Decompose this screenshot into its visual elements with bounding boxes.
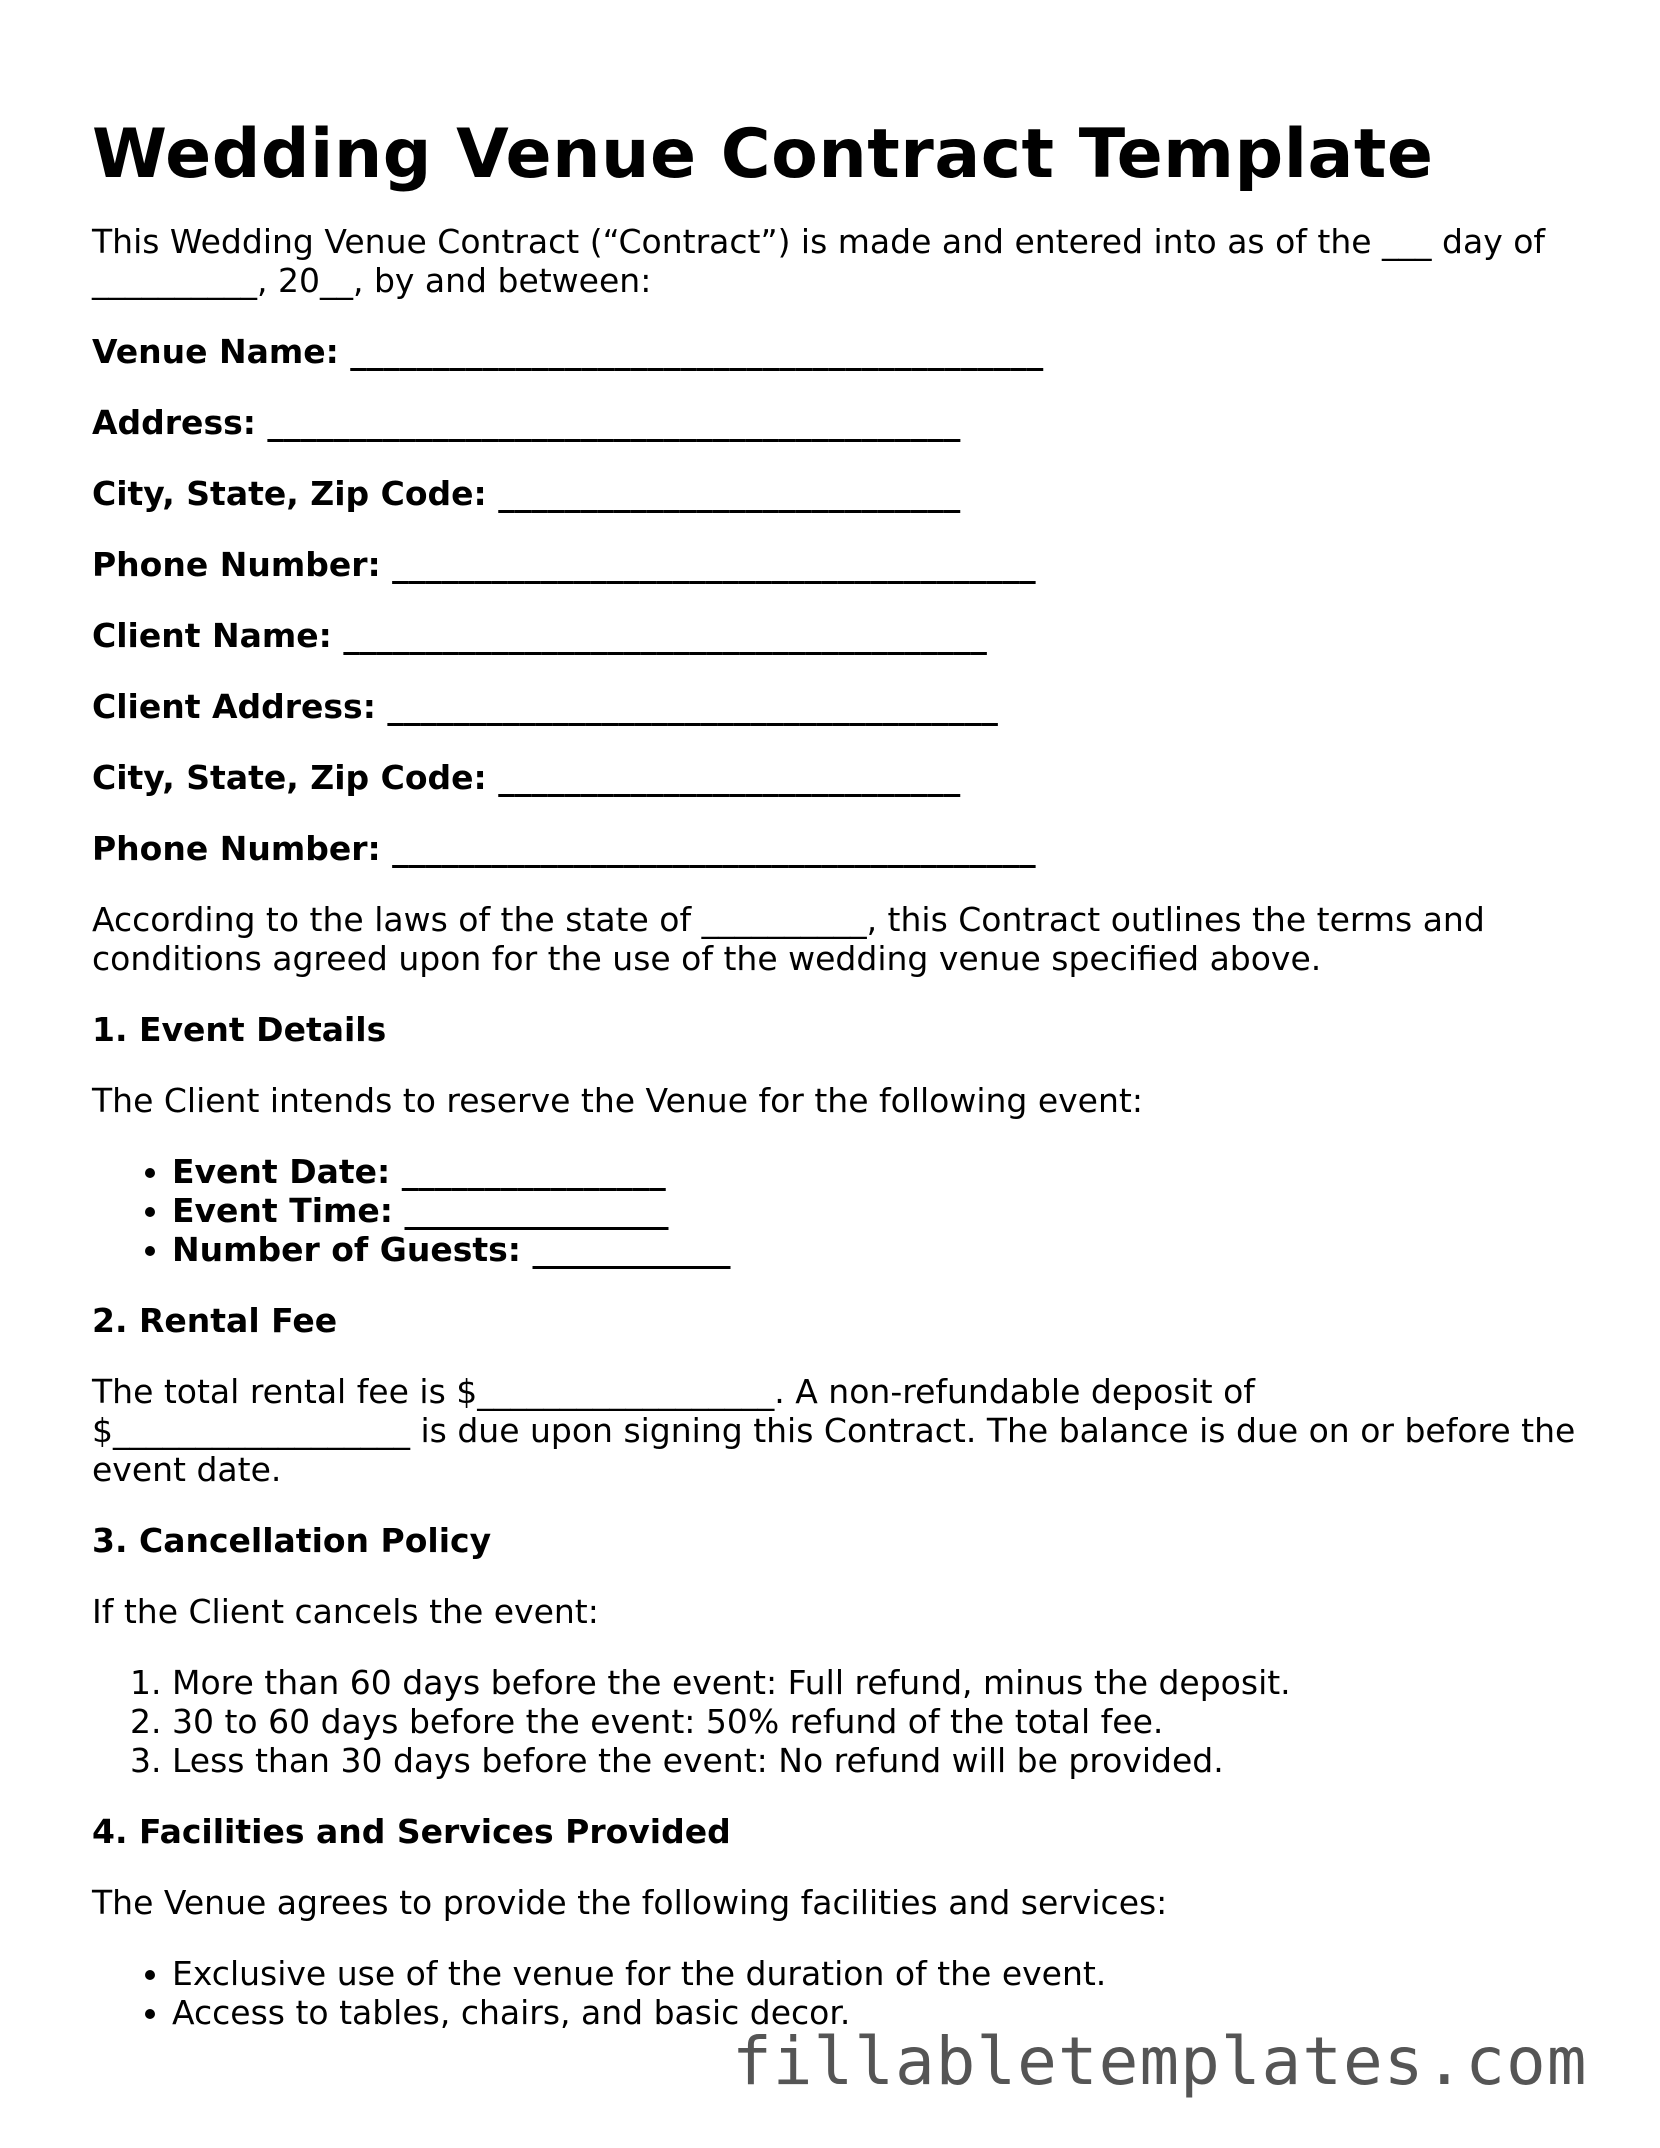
facilities-list (92, 1954, 1582, 2032)
venue-address-field[interactable]: Address: __________________________________________ (92, 403, 961, 442)
event-time-field[interactable]: Event Time: ________________ (172, 1191, 669, 1230)
event-details-list (92, 1152, 1582, 1269)
list-item: • Exclusive use of the venue for the duration of the event. (172, 1954, 1582, 1993)
list-item[interactable] (172, 1152, 1582, 1191)
event-date-field[interactable]: Event Date: ________________ (172, 1152, 666, 1191)
cancellation-text: If the Client cancels the event: (92, 1592, 599, 1631)
watermark: fillabletemplates.com (732, 2023, 1588, 2100)
client-address-field[interactable]: Client Address: _____________________________________ (92, 687, 998, 726)
laws-paragraph: According to the laws of the state of __________, this Contract outlines the terms and conditions agreed upon for the use of the wedding venue specified above. (92, 900, 1485, 978)
cancellation-list (92, 1663, 1582, 1780)
intro-paragraph: This Wedding Venue Contract (“Contract”) is made and entered into as of the ___ day of __________, 20__, by and between: (92, 222, 1546, 300)
guest-count-field[interactable]: Number of Guests: ____________ (172, 1230, 731, 1269)
contract-document (92, 110, 1582, 2064)
venue-phone-field[interactable]: Phone Number: _______________________________________ (92, 545, 1036, 584)
list-item: • Access to tables, chairs, and basic decor. (172, 1993, 1582, 2032)
section-heading-facilities: 4. Facilities and Services Provided (92, 1812, 731, 1851)
page-title: Wedding Venue Contract Template (92, 115, 1434, 194)
section-heading-cancellation: 3. Cancellation Policy (92, 1521, 492, 1560)
section-heading-event-details: 1. Event Details (92, 1010, 387, 1049)
client-phone-field[interactable]: Phone Number: _______________________________________ (92, 829, 1036, 868)
section-heading-rental-fee: 2. Rental Fee (92, 1301, 338, 1340)
list-item: 3. Less than 30 days before the event: No refund will be provided. (172, 1741, 1582, 1780)
facilities-text: The Venue agrees to provide the following facilities and services: (92, 1883, 1168, 1922)
list-item[interactable] (172, 1230, 1582, 1269)
client-city-state-zip-field[interactable]: City, State, Zip Code: ____________________________ (92, 758, 961, 797)
venue-city-state-zip-field[interactable]: City, State, Zip Code: ____________________________ (92, 474, 961, 513)
rental-fee-text[interactable]: The total rental fee is $__________________. A non-refundable deposit of $__________________ is due upon signing this Contract. The balance is due on or before the event date. (92, 1372, 1576, 1489)
event-details-text: The Client intends to reserve the Venue for the following event: (92, 1081, 1143, 1120)
client-name-field[interactable]: Client Name: _______________________________________ (92, 616, 987, 655)
list-item: 2. 30 to 60 days before the event: 50% refund of the total fee. (172, 1702, 1582, 1741)
list-item[interactable] (172, 1191, 1582, 1230)
venue-name-field[interactable]: Venue Name: __________________________________________ (92, 332, 1044, 371)
list-item: 1. More than 60 days before the event: Full refund, minus the deposit. (172, 1663, 1582, 1702)
